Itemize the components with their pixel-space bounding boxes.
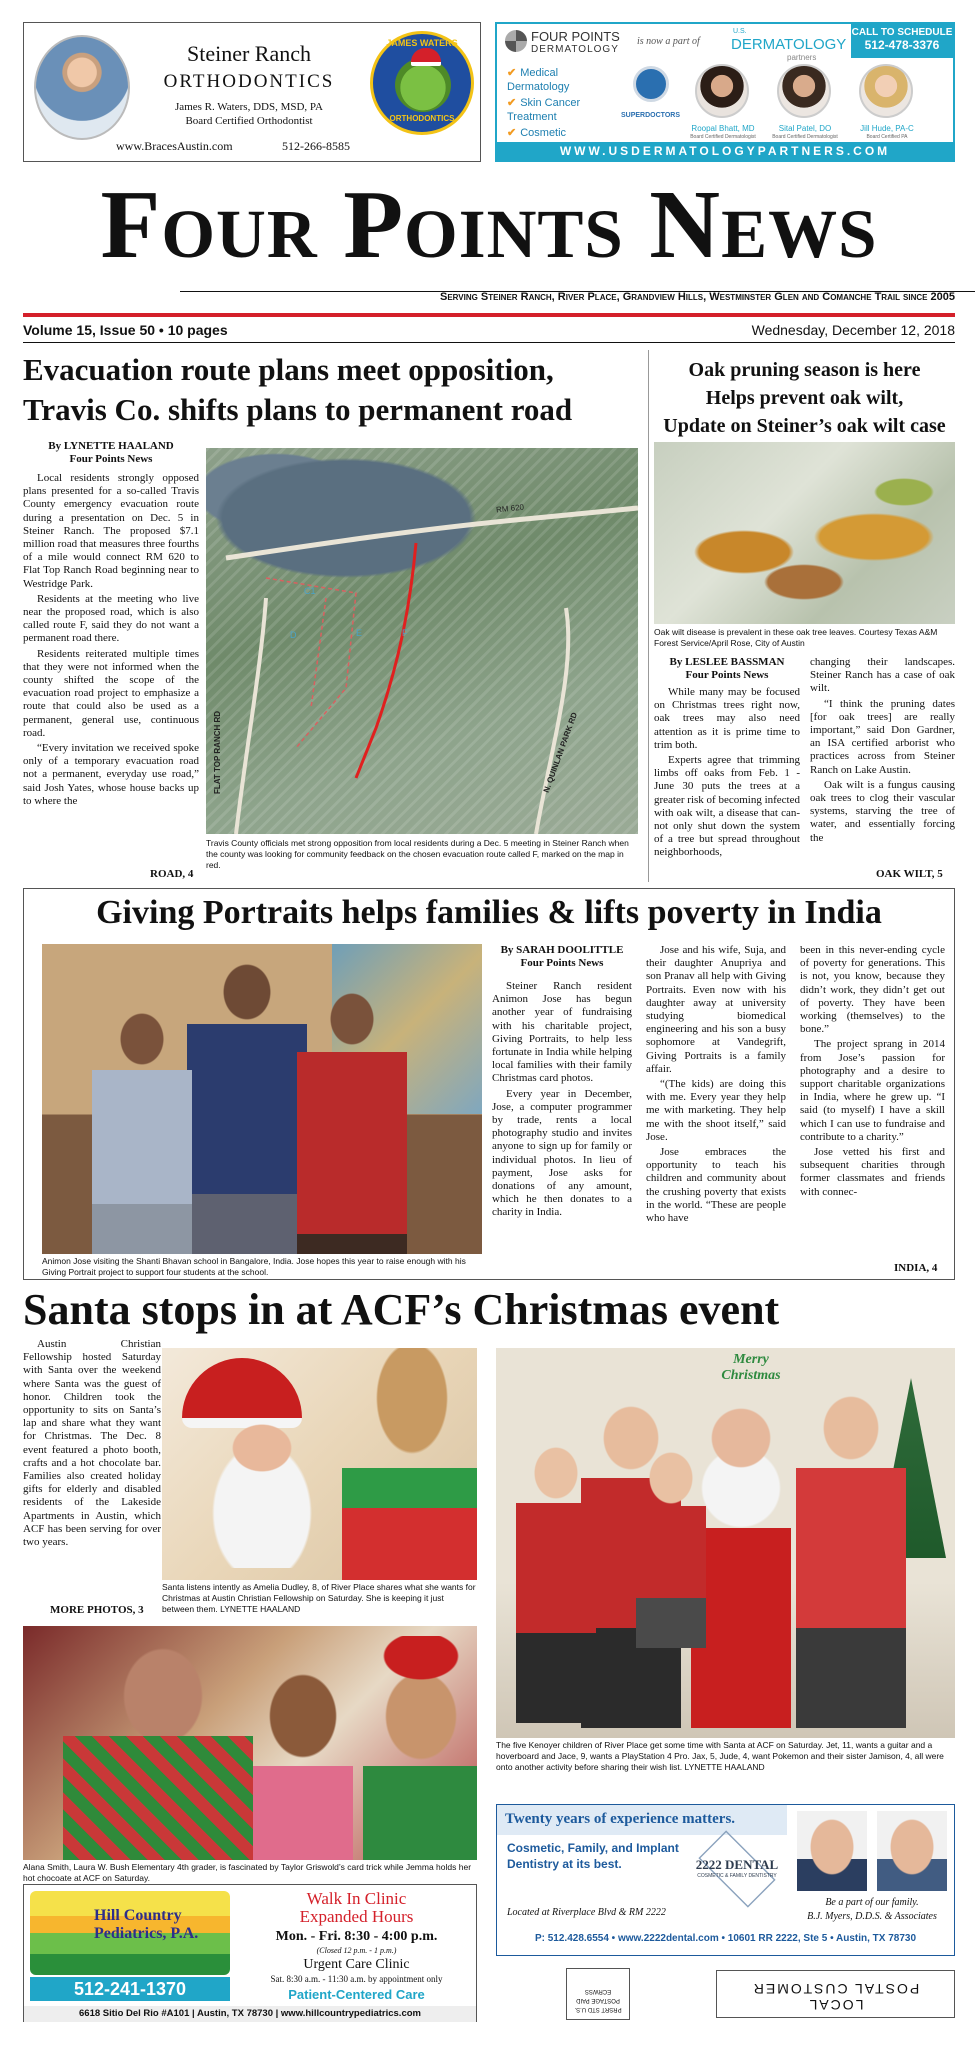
us-derm-logo: DERMATOLOGY <box>731 36 847 53</box>
santa-amelia-photo <box>162 1348 477 1580</box>
ad-website[interactable]: www.BracesAustin.com <box>116 139 233 153</box>
derm-part-of: is now a part of <box>637 36 700 47</box>
derm-services <box>507 66 617 154</box>
india-caption: Animon Jose visiting the Shanti Bhavan school in Bangalore, India. Jose hopes this year to raise enough with his Giving Portrait project to support four students at the school. <box>42 1256 466 1277</box>
dental-doctors: B.J. Myers, D.D.S. & Associates <box>807 1911 937 1922</box>
check-icon: ✔ <box>507 127 517 139</box>
doctor-photo <box>777 64 831 118</box>
oak-headline[interactable] <box>654 356 955 440</box>
person-son <box>92 1004 192 1254</box>
paragraph: Residents at the meeting who live near the proposed road, which is also called route F, said they do not want a permanent road there. <box>23 592 199 645</box>
paragraph: “(The kids) are doing this with me. Every year they help me with marketing. They help me with the shoot itself,” said Jose. <box>646 1078 786 1143</box>
santa-caption-2: Alana Smith, Laura W. Bush Elementary 4th grader, is fascinated by Taylor Griswold’s card trick while Jemma holds her hot chocoate at ACF on Saturday. <box>23 1862 472 1883</box>
santa-face <box>212 1418 312 1568</box>
derm-logo-icon <box>505 30 527 52</box>
peds-name-1: Hill Country <box>94 1907 182 1924</box>
ad-title: Steiner Ranch <box>186 41 312 66</box>
evac-headline-line: Evacuation route plans meet opposition, <box>23 352 554 387</box>
dental-headline: Twenty years of experience matters. <box>497 1805 787 1835</box>
thin-rule <box>23 342 955 343</box>
map-label-rm620: RM 620 <box>495 502 525 515</box>
doctor-photo <box>859 64 913 118</box>
postal-customer-label <box>716 1970 955 2018</box>
paragraph: While many may be focused on Christmas trees right now, oak trees may also need attention as it is prime time to trim both. <box>654 686 800 751</box>
oak-headline-line: Helps prevent oak wilt, <box>705 387 904 409</box>
oak-caption: Oak wilt disease is prevalent in these oak tree leaves. Courtesy Texas A&M Forest Service/April Rose, City of Austin <box>654 627 938 648</box>
india-headline[interactable]: Giving Portraits helps families & lifts poverty in India <box>96 894 882 931</box>
dental-location: Located at Riverplace Blvd & RM 2222 <box>507 1907 666 1918</box>
dentist-photo <box>877 1811 947 1891</box>
call-to-schedule[interactable] <box>851 24 953 58</box>
peds-footer: 6618 Sitio Del Rio #A101 | Austin, TX 78730 | www.hillcountrypediatrics.com <box>24 2006 476 2022</box>
service-item: ✔ Cosmetic <box>507 127 567 139</box>
child-jude <box>636 1448 706 1648</box>
derm-url-bar[interactable]: WWW.USDERMATOLOGYPARTNERS.COM <box>497 142 953 160</box>
check-icon: ✔ <box>507 97 517 109</box>
ad-phone: 512-266-8585 <box>282 139 350 153</box>
map-label-f: F <box>402 628 408 638</box>
santa-headline[interactable]: Santa stops in at ACF’s Christmas event <box>23 1285 780 1334</box>
map-label-c1: C1 <box>304 586 316 596</box>
person-father <box>187 954 307 1254</box>
person-daughter <box>297 984 407 1254</box>
dental-line1: Cosmetic, Family, and Implant <box>507 1841 679 1855</box>
doctor-name: Sital Patel, DO <box>778 124 832 133</box>
paragraph: Residents reiterated multiple times that they were not informed when the county shifted the scope of the evacuation road project to emphasize a route that could also be used as a permanent, general use, continuous road. <box>23 647 199 739</box>
check-icon: ✔ <box>507 67 517 79</box>
india-jump[interactable]: INDIA, 4 <box>894 1262 938 1274</box>
paragraph: “I think the pruning dates [for oak trees] are really important,” said Don Gardner, an ISA certified arborist who practices across from Steiner Ranch on Lake Austin. <box>810 697 955 776</box>
santa-caption-1: Santa listens intently as Amelia Dudley, 8, of River Place shares what she wants for Christmas at Austin Christian Fellowship on Saturday. She is keeping it just between them. LYNETTE HAALAND <box>162 1582 476 1614</box>
postal-local: LOCAL <box>807 1997 864 2013</box>
child-jax <box>516 1443 596 1723</box>
dental-ad[interactable] <box>496 1804 955 1956</box>
masthead-subtitle: Serving Steiner Ranch, River Place, Grandview Hills, Westminster Glen and Comanche Trail since 2005 <box>439 291 955 303</box>
kenoyer-children-photo <box>496 1348 955 1738</box>
issue-date: Wednesday, December 12, 2018 <box>751 322 955 338</box>
us-derm-sub: partners <box>787 53 817 62</box>
oak-jump[interactable]: OAK WILT, 5 <box>876 868 943 880</box>
dentist-photo <box>797 1811 867 1891</box>
girl-alana <box>253 1666 353 1860</box>
india-article-col2 <box>646 944 786 1227</box>
permit-text: PRSRT STD U.S. POSTAGE PAID ECRWSS <box>574 1988 622 2012</box>
girl-amelia <box>342 1348 477 1580</box>
doctor-title: Board Certified Dermatologist <box>772 134 838 140</box>
postal-customer: POSTAL CUSTOMER <box>751 1981 920 1997</box>
peds-hours: Mon. - Fri. 8:30 - 4:00 p.m. <box>275 1929 438 1944</box>
postage-permit <box>566 1968 630 2020</box>
urgent-care: Urgent Care Clinic <box>303 1957 410 1972</box>
merry-christmas-banner: Merry Christmas <box>721 1352 781 1383</box>
paragraph: Local residents strongly opposed plans presented for a so-called Travis County emergency evacuation route during a presentation on Dec. 5 in Steiner Ranch. The proposed $7.1 million road that measures three fourths of a mile would connect RM 620 to Flat Top Ranch Road beginning near to Westridge Park. <box>23 472 199 590</box>
paragraph: been in this never-ending cycle of poverty for generations. This is not, you know, because they didn’t work, they didn’t get out of poverty. They have been working (themselves) to the bone.” <box>800 944 945 1036</box>
oak-article-col2 <box>810 656 955 847</box>
oak-headline-line: Oak pruning season is here <box>688 359 921 381</box>
paragraph: Jose embraces the opportunity to teach his children and community about the crushing poverty that exists in the world. “These are people who have <box>646 1146 786 1225</box>
oak-headline-line: Update on Steiner’s oak wilt case <box>663 415 946 437</box>
evac-jump[interactable]: ROAD, 4 <box>150 868 194 880</box>
ad-doctor: James R. Waters, DDS, MSD, PA <box>175 101 323 113</box>
paragraph: Austin Christian Fellowship hosted Saturday with Santa over the weekend where Santa was the guest of honor. Children took the opportunity to sits on Santa’s lap and share what they want for Christmas. The Dec. 8 event featured a photo booth, crafts and a hot chocolate bar. Families also created holiday gifts for elderly and disabled residents of the Lakeside Apartments in Austin, which ACF has been serving for over two years. <box>23 1338 161 1549</box>
paragraph: Oak wilt is a fungus causing oak trees to clog their vascular systems, starving the tree of water, and essentially forcing the <box>810 778 955 844</box>
giving-portraits-photo <box>42 944 482 1254</box>
badge-top-text: JAMES WATERS <box>386 38 458 48</box>
dental-line2: Dentistry at its best. <box>507 1857 622 1871</box>
masthead-title: Four Points News <box>100 171 878 279</box>
santa-caption-3: The five Kenoyer children of River Place get some time with Santa at ACF on Saturday. Jet, 11, wants a guitar and a hoverboard and Jace, 9, wants a PlayStation 4 Pro. Jax, 5, Jude, 4, want Pokemon and their sister Jamison, 4, all were onto another activity before sharing their wish list. LYNETTE HAALAND <box>496 1740 944 1772</box>
badge-bottom-text: ORTHODONTICS <box>389 114 455 123</box>
super-doctors-logo: SUPERDOCTORS <box>621 112 680 119</box>
map-label-e: E <box>356 628 363 638</box>
man-head <box>118 1646 208 1746</box>
call-label: CALL TO SCHEDULE <box>851 27 953 38</box>
column-divider <box>648 350 649 882</box>
pediatrics-ad[interactable] <box>23 1884 477 2022</box>
evac-article <box>23 440 199 810</box>
map-label-flat-top: FLAT TOP RANCH RD <box>213 710 223 795</box>
child-jamison <box>746 1468 816 1668</box>
evacuation-route-map <box>206 448 638 834</box>
card-trick-photo <box>23 1626 477 1860</box>
paragraph: Jose and his wife, Suja, and their daughter Anupriya and son Pranav all help with Giving Portraits. Even now with his daughter away at university studying biomedical engineering and his son a busy sophomore at Vandegrift, Giving Portraits is a family affair. <box>646 944 786 1075</box>
paragraph: Every year in December, Jose, a computer programmer by trade, rents a local photography studio and invites anyone to sign up for family or individual photos. In lieu of payment, Jose asks for donations of any amount, which he then donates to a charity in India. <box>492 1087 632 1219</box>
india-article-col3 <box>800 944 945 1201</box>
santa-article <box>23 1338 161 1551</box>
service-item: ✔ Skin Cancer Treatment <box>507 97 581 123</box>
oak-wilt-leaves-photo <box>654 442 955 624</box>
peds-name-2: Pediatrics, P.A. <box>94 1925 199 1942</box>
oak-article-col1 <box>654 656 800 862</box>
oak-byline: By LESLEE BASSMAN Four Points News <box>669 656 785 681</box>
service-item: ✔ Medical Dermatology <box>507 67 570 93</box>
india-article-col1 <box>492 944 632 1222</box>
derm-brand-2: DERMATOLOGY <box>531 44 619 55</box>
doctor-name: Jill Hude, PA-C <box>860 124 914 133</box>
evac-headline[interactable] <box>23 350 643 430</box>
quinlan-road <box>536 608 568 834</box>
map-label-quinlan: N. QUINLAN PARK RD <box>541 711 580 794</box>
award-seal-icon <box>633 66 669 102</box>
map-caption: Travis County officials met strong opposition from local residents during a Dec. 5 meeting in Steiner Ranch when the county was looking for community feedback on the chosen evacuation route called F, marked on the map in red. <box>206 838 629 870</box>
dental-footer: P: 512.428.6554 • www.2222dental.com • 10601 RR 2222, Ste 5 • Austin, TX 78730 <box>534 1933 917 1944</box>
rm-620-road <box>226 508 638 558</box>
man-shirt <box>63 1736 253 1860</box>
volume-issue: Volume 15, Issue 50 • 10 pages <box>23 322 228 338</box>
doctor-photo <box>695 64 749 118</box>
peds-tagline: Patient-Centered Care <box>288 1987 425 2002</box>
route-option-line <box>266 578 356 748</box>
santa-more-photos[interactable]: MORE PHOTOS, 3 <box>50 1604 144 1616</box>
orthodontics-badge <box>370 31 474 135</box>
dental-family: Be a part of our family. <box>825 1897 919 1908</box>
doctor-title: Board Certified PA <box>866 134 908 140</box>
peds-phone[interactable]: 512-241-1370 <box>30 1977 230 2001</box>
red-rule <box>23 313 955 317</box>
india-byline: By SARAH DOOLITTLE Four Points News <box>500 944 624 969</box>
doctor-name: Roopal Bhatt, MD <box>691 124 755 133</box>
dental-logo-text: 2222 DENTAL <box>695 1857 779 1872</box>
dermatology-ad[interactable] <box>495 22 955 162</box>
ad-cert: Board Certified Orthodontist <box>185 115 313 127</box>
frog-mascot-icon <box>395 58 451 112</box>
peds-closed: (Closed 12 p.m. - 1 p.m.) <box>316 1946 397 1955</box>
flat-top-road <box>236 598 266 834</box>
us-derm-small: U.S. <box>733 28 747 35</box>
walk-in-1: Walk In Clinic <box>306 1889 407 1908</box>
paragraph: Steiner Ranch resident Animon Jose has begun another year of fundraising with his charitable project, Giving Portraits, to help less fortunate in India while helping local families with their family Christmas card photos. <box>492 980 632 1085</box>
steiner-ranch-ad[interactable] <box>23 22 481 162</box>
route-f-line <box>356 543 416 778</box>
walk-in-2: Expanded Hours <box>299 1907 414 1926</box>
girl-jemma <box>363 1636 477 1860</box>
paragraph: Jose vetted his first and subsequent charities through former classmates and friends with connec- <box>800 1146 945 1198</box>
paragraph: The project sprang in 2014 from Jose’s passion for photography and a desire to support charitable organizations in India, where he grew up. “I said (to myself) I have a skill which I can use to fundraise and contribute to a charity.” <box>800 1038 945 1143</box>
route-option-line <box>311 598 326 708</box>
map-overlay <box>206 448 638 834</box>
evac-headline-line: Travis Co. shifts plans to permanent road <box>23 392 573 427</box>
paragraph: Experts agree that trimming limbs off oaks from Feb. 1 - June 30 puts the trees at a greater risk of becoming infected with oak wilt, a disease that can-not only shut down the system of a tree but spread throughout neighborhoods, <box>654 754 800 859</box>
call-phone: 512-478-3376 <box>864 38 940 52</box>
santa-hat-icon <box>411 48 441 66</box>
ad-subtitle: ORTHODONTICS <box>163 71 335 92</box>
map-label-d: D <box>290 630 297 640</box>
urgent-hours: Sat. 8:30 a.m. - 11:30 a.m. by appointment only <box>270 1974 443 1984</box>
doctor-title: Board Certified Dermatologist <box>690 134 756 140</box>
evac-byline: By LYNETTE HAALAND Four Points News <box>48 440 174 465</box>
doctor-portrait <box>34 35 130 140</box>
dental-logo-sub: COSMETIC & FAMILY DENTISTRY <box>697 1873 777 1879</box>
paragraph: “Every invitation we received spoke only of a temporary evacuation road not a permanent, everyday use road,” said Josh Yates, whose house backs up to where the <box>23 742 199 807</box>
derm-brand-1: FOUR POINTS <box>531 29 620 44</box>
paragraph: changing their landscapes. Steiner Ranch has a case of oak wilt. <box>810 656 955 695</box>
